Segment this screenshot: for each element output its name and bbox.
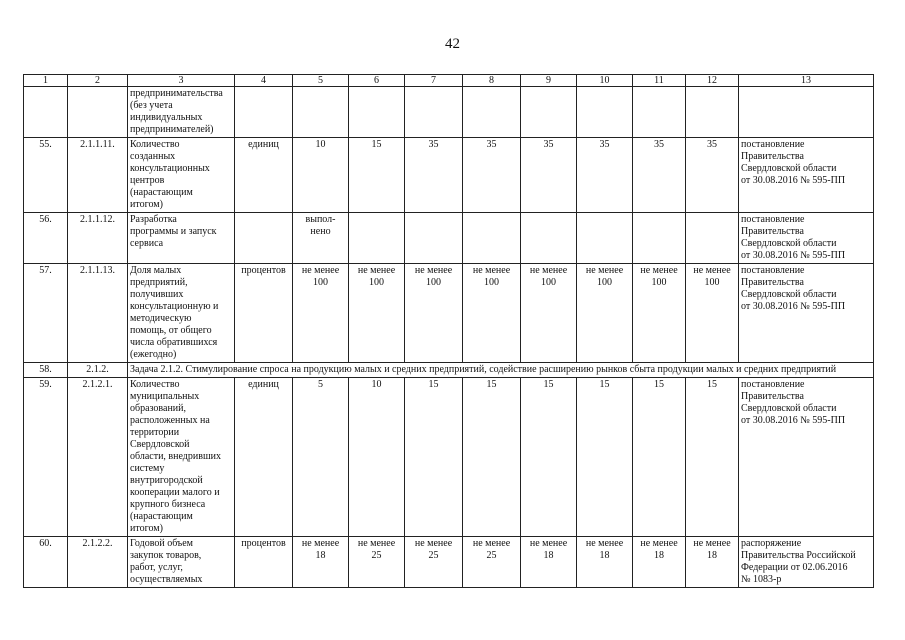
indicator-basis: постановление Правительства Свердловской области от 30.08.2016 № 595-ПП	[739, 213, 874, 264]
column-header: 5	[293, 75, 349, 87]
value-2019	[405, 213, 463, 264]
value-2024: 15	[686, 378, 739, 537]
value-2017: не менее 100	[293, 264, 349, 363]
value-2019: не менее 25	[405, 537, 463, 588]
value-2020	[463, 213, 521, 264]
value-2023: не менее 18	[633, 537, 686, 588]
unit: единиц	[235, 138, 293, 213]
indicator-code: 2.1.2.2.	[68, 537, 128, 588]
unit: процентов	[235, 264, 293, 363]
column-header: 13	[739, 75, 874, 87]
indicator-code: 2.1.1.11.	[68, 138, 128, 213]
value-2019: 35	[405, 138, 463, 213]
value-2018: не менее 25	[349, 537, 405, 588]
column-header: 7	[405, 75, 463, 87]
value-2021	[521, 87, 577, 138]
unit: единиц	[235, 378, 293, 537]
value-2020	[463, 87, 521, 138]
value-2020: 15	[463, 378, 521, 537]
value-2021	[521, 213, 577, 264]
value-2018: 15	[349, 138, 405, 213]
column-header: 12	[686, 75, 739, 87]
column-header: 6	[349, 75, 405, 87]
row-number: 60.	[24, 537, 68, 588]
task-title: Задача 2.1.2. Стимулирование спроса на продукцию малых и средних предприятий, содействие расширению рынков сбыта продукции малых и средних предприятий	[128, 363, 874, 378]
unit: процентов	[235, 537, 293, 588]
value-2017: не менее 18	[293, 537, 349, 588]
value-2022: не менее 18	[577, 537, 633, 588]
unit	[235, 87, 293, 138]
value-2020: не менее 25	[463, 537, 521, 588]
row-number: 56.	[24, 213, 68, 264]
column-header: 1	[24, 75, 68, 87]
indicator-code	[68, 87, 128, 138]
value-2022	[577, 87, 633, 138]
row-number: 59.	[24, 378, 68, 537]
indicator-name: Количество муниципальных образований, расположенных на территории Свердловской области, внедривших систему внутригородской кооперации малого и крупного бизнеса (нарастающим итогом)	[128, 378, 235, 537]
table-row	[24, 138, 874, 213]
column-header: 3	[128, 75, 235, 87]
indicator-basis	[739, 87, 874, 138]
column-header: 2	[68, 75, 128, 87]
table-row	[24, 213, 874, 264]
value-2024: не менее 18	[686, 537, 739, 588]
value-2022: 15	[577, 378, 633, 537]
column-header: 8	[463, 75, 521, 87]
value-2024: не менее 100	[686, 264, 739, 363]
value-2018: не менее 100	[349, 264, 405, 363]
value-2021: не менее 100	[521, 264, 577, 363]
table-row	[24, 537, 874, 588]
value-2022: 35	[577, 138, 633, 213]
indicator-basis: распоряжение Правительства Российской Федерации от 02.06.2016 № 1083-р	[739, 537, 874, 588]
indicator-code: 2.1.1.12.	[68, 213, 128, 264]
column-header: 11	[633, 75, 686, 87]
value-2023: 35	[633, 138, 686, 213]
row-number: 57.	[24, 264, 68, 363]
indicator-name: Годовой объем закупок товаров, работ, услуг, осуществляемых	[128, 537, 235, 588]
value-2022: не менее 100	[577, 264, 633, 363]
indicators-table	[23, 74, 874, 588]
column-header: 4	[235, 75, 293, 87]
value-2020: 35	[463, 138, 521, 213]
indicator-code: 2.1.1.13.	[68, 264, 128, 363]
value-2017: 5	[293, 378, 349, 537]
task-row	[24, 363, 874, 378]
column-header: 10	[577, 75, 633, 87]
value-2023: 15	[633, 378, 686, 537]
row-number: 58.	[24, 363, 68, 378]
column-header: 9	[521, 75, 577, 87]
table-row	[24, 264, 874, 363]
row-number: 55.	[24, 138, 68, 213]
indicator-basis: постановление Правительства Свердловской области от 30.08.2016 № 595-ПП	[739, 138, 874, 213]
indicator-code: 2.1.2.	[68, 363, 128, 378]
value-2021: 35	[521, 138, 577, 213]
indicator-name: Разработка программы и запуск сервиса	[128, 213, 235, 264]
page-number: 42	[445, 36, 460, 52]
row-number	[24, 87, 68, 138]
column-header-row	[24, 75, 874, 87]
value-2018: 10	[349, 378, 405, 537]
value-2019: 15	[405, 378, 463, 537]
value-2023	[633, 213, 686, 264]
value-2024	[686, 213, 739, 264]
value-2017	[293, 87, 349, 138]
value-2018	[349, 213, 405, 264]
value-2017: 10	[293, 138, 349, 213]
value-2021: 15	[521, 378, 577, 537]
value-2018	[349, 87, 405, 138]
value-2019: не менее 100	[405, 264, 463, 363]
table-row	[24, 378, 874, 537]
indicator-basis: постановление Правительства Свердловской области от 30.08.2016 № 595-ПП	[739, 264, 874, 363]
value-2020: не менее 100	[463, 264, 521, 363]
value-2023: не менее 100	[633, 264, 686, 363]
value-2024	[686, 87, 739, 138]
indicator-name: Доля малых предприятий, получивших консультационную и методическую помощь, от общего числа обратившихся (ежегодно)	[128, 264, 235, 363]
value-2023	[633, 87, 686, 138]
table-row	[24, 87, 874, 138]
value-2022	[577, 213, 633, 264]
value-2021: не менее 18	[521, 537, 577, 588]
value-2017: выпол- нено	[293, 213, 349, 264]
value-2024: 35	[686, 138, 739, 213]
indicator-code: 2.1.2.1.	[68, 378, 128, 537]
indicator-name: Количество созданных консультационных центров (нарастающим итогом)	[128, 138, 235, 213]
unit	[235, 213, 293, 264]
value-2019	[405, 87, 463, 138]
indicator-name: предпринимательства (без учета индивидуальных предпринимателей)	[128, 87, 235, 138]
indicator-basis: постановление Правительства Свердловской области от 30.08.2016 № 595-ПП	[739, 378, 874, 537]
